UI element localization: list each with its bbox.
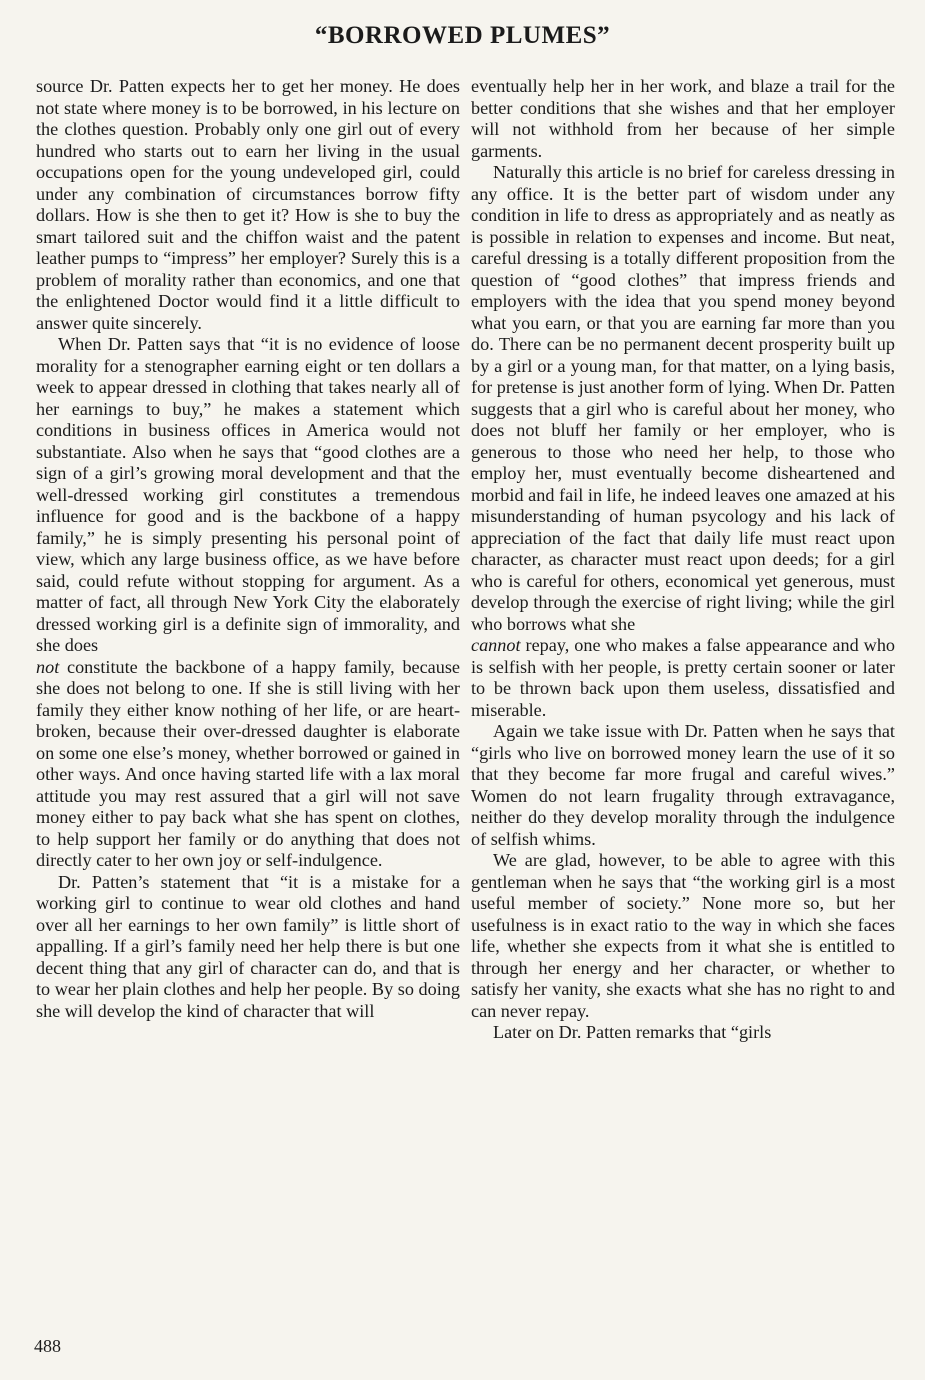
paragraph: Later on Dr. Patten remarks that “girls (493, 1022, 772, 1042)
right-column (471, 76, 895, 1044)
page-title: “BORROWED PLUMES” (314, 22, 611, 49)
paragraph: When Dr. Patten says that “it is no evidence of loose morality for a stenographer earning eight or ten dollars a week to appear dressed in clothing that takes nearly all of her earnings to buy,” he makes a statement which conditions in business offices in America would not substantiate. Also when he says that “good clothes are a sign of a girl’s growing moral development and that the well-dressed working girl constitutes a tremendous influence for good and is the backbone of a happy family,” he is simply presenting his personal point of view, which any large business office, as we have before said, could refute without stopping for argument. As a matter of fact, all through New York City the elaborately dressed working girl is a definite sign of immorality, and she does (36, 334, 460, 655)
paragraph: eventually help her in her work, and blaze a trail for the better conditions that she wishes and that her employer will not withhold from her because of her simple garments. (471, 76, 895, 161)
paragraph: We are glad, however, to be able to agree with this gentleman when he says that “the working girl is a most useful member of society.” None more so, but her usefulness is in exact ratio to the way in which she faces life, whether she expects from it what she is entitled to through her energy and her character, or whether to satisfy her vanity, she exacts what she has no right to and can never repay. (471, 850, 895, 1021)
paragraph-continuation: constitute the backbone of a happy family, because she does not belong to one. If she is still living with her family they either know nothing of her life, or are heart-broken, because their over-dressed daughter is elaborate on some one else’s money, whether borrowed or gained in other ways. And once having started life with a lax moral attitude you may rest assured that a girl will not save money either to pay back what she has spent on clothes, to help support her family or do anything that does not directly cater to her own joy or self-indulgence. (36, 656, 460, 870)
paragraph: Again we take issue with Dr. Patten when he says that “girls who live on borrowed money learn the use of it so that they become far more frugal and careful wives.” Women do not learn frugality through extravagance, neither do they develop morality through the indulgence of selfish whims. (471, 721, 895, 849)
paragraph (36, 657, 460, 872)
emphasis-cannot: cannot (471, 635, 521, 655)
paragraph: Naturally this article is no brief for careless dressing in any office. It is the better part of wisdom under any condition in life to dress as appropriately and as neatly as is possible in relation to expenses and income. But neat, careful dressing is a totally different proposition from the question of “good clothes” that impress friends and employers with the idea that you spend money beyond what you earn, or that you are earning far more than you do. There can be no permanent decent prosperity built up by a girl or a young man, for that matter, on a lying basis, for pretense is just another form of lying. When Dr. Patten suggests that a girl who is careful about her money, who does not bluff her family or her employer, who is generous to those who need her help, to those who employ her, must eventually become disheartened and morbid and fail in life, he indeed leaves one amazed at his misunderstanding of human psycology and his lack of appreciation of the fact that daily life must react upon character, as character must react upon deeds; for a girl who is careful for others, economical yet generous, must develop through the exercise of right living; while the girl who borrows what she (471, 162, 895, 634)
page-number: 488 (34, 1336, 61, 1356)
paragraph: source Dr. Patten expects her to get her money. He does not state where money is to be borrowed, in his lecture on the clothes question. Probably only one girl out of every hundred who starts out to earn her living in the usual occupations open for the young undeveloped girl, could under any combination of circumstances borrow fifty dollars. How is she then to get it? How is she to buy the smart tailored suit and the chiffon waist and the patent leather pumps to “impress” her employer? Surely this is a problem of morality rather than economics, and one that the enlightened Doctor would find it a little difficult to answer quite sincerely. (36, 76, 460, 333)
paragraph-continuation: repay, one who makes a false appearance and who is selfish with her people, is pretty certain sooner or later to be thrown back upon them useless, dissatisfied and miserable. (471, 635, 896, 720)
left-column (36, 76, 460, 1022)
emphasis-not: not (36, 656, 60, 677)
paragraph: Dr. Patten’s statement that “it is a mistake for a working girl to continue to wear old clothes and hand over all her earnings to her own family” is little short of appalling. If a girl’s family need her help there is but one decent thing that any girl of character can do, and that is to wear her plain clothes and help her people. By so doing she will develop the kind of character that will (36, 871, 460, 1021)
paragraph (471, 635, 895, 721)
